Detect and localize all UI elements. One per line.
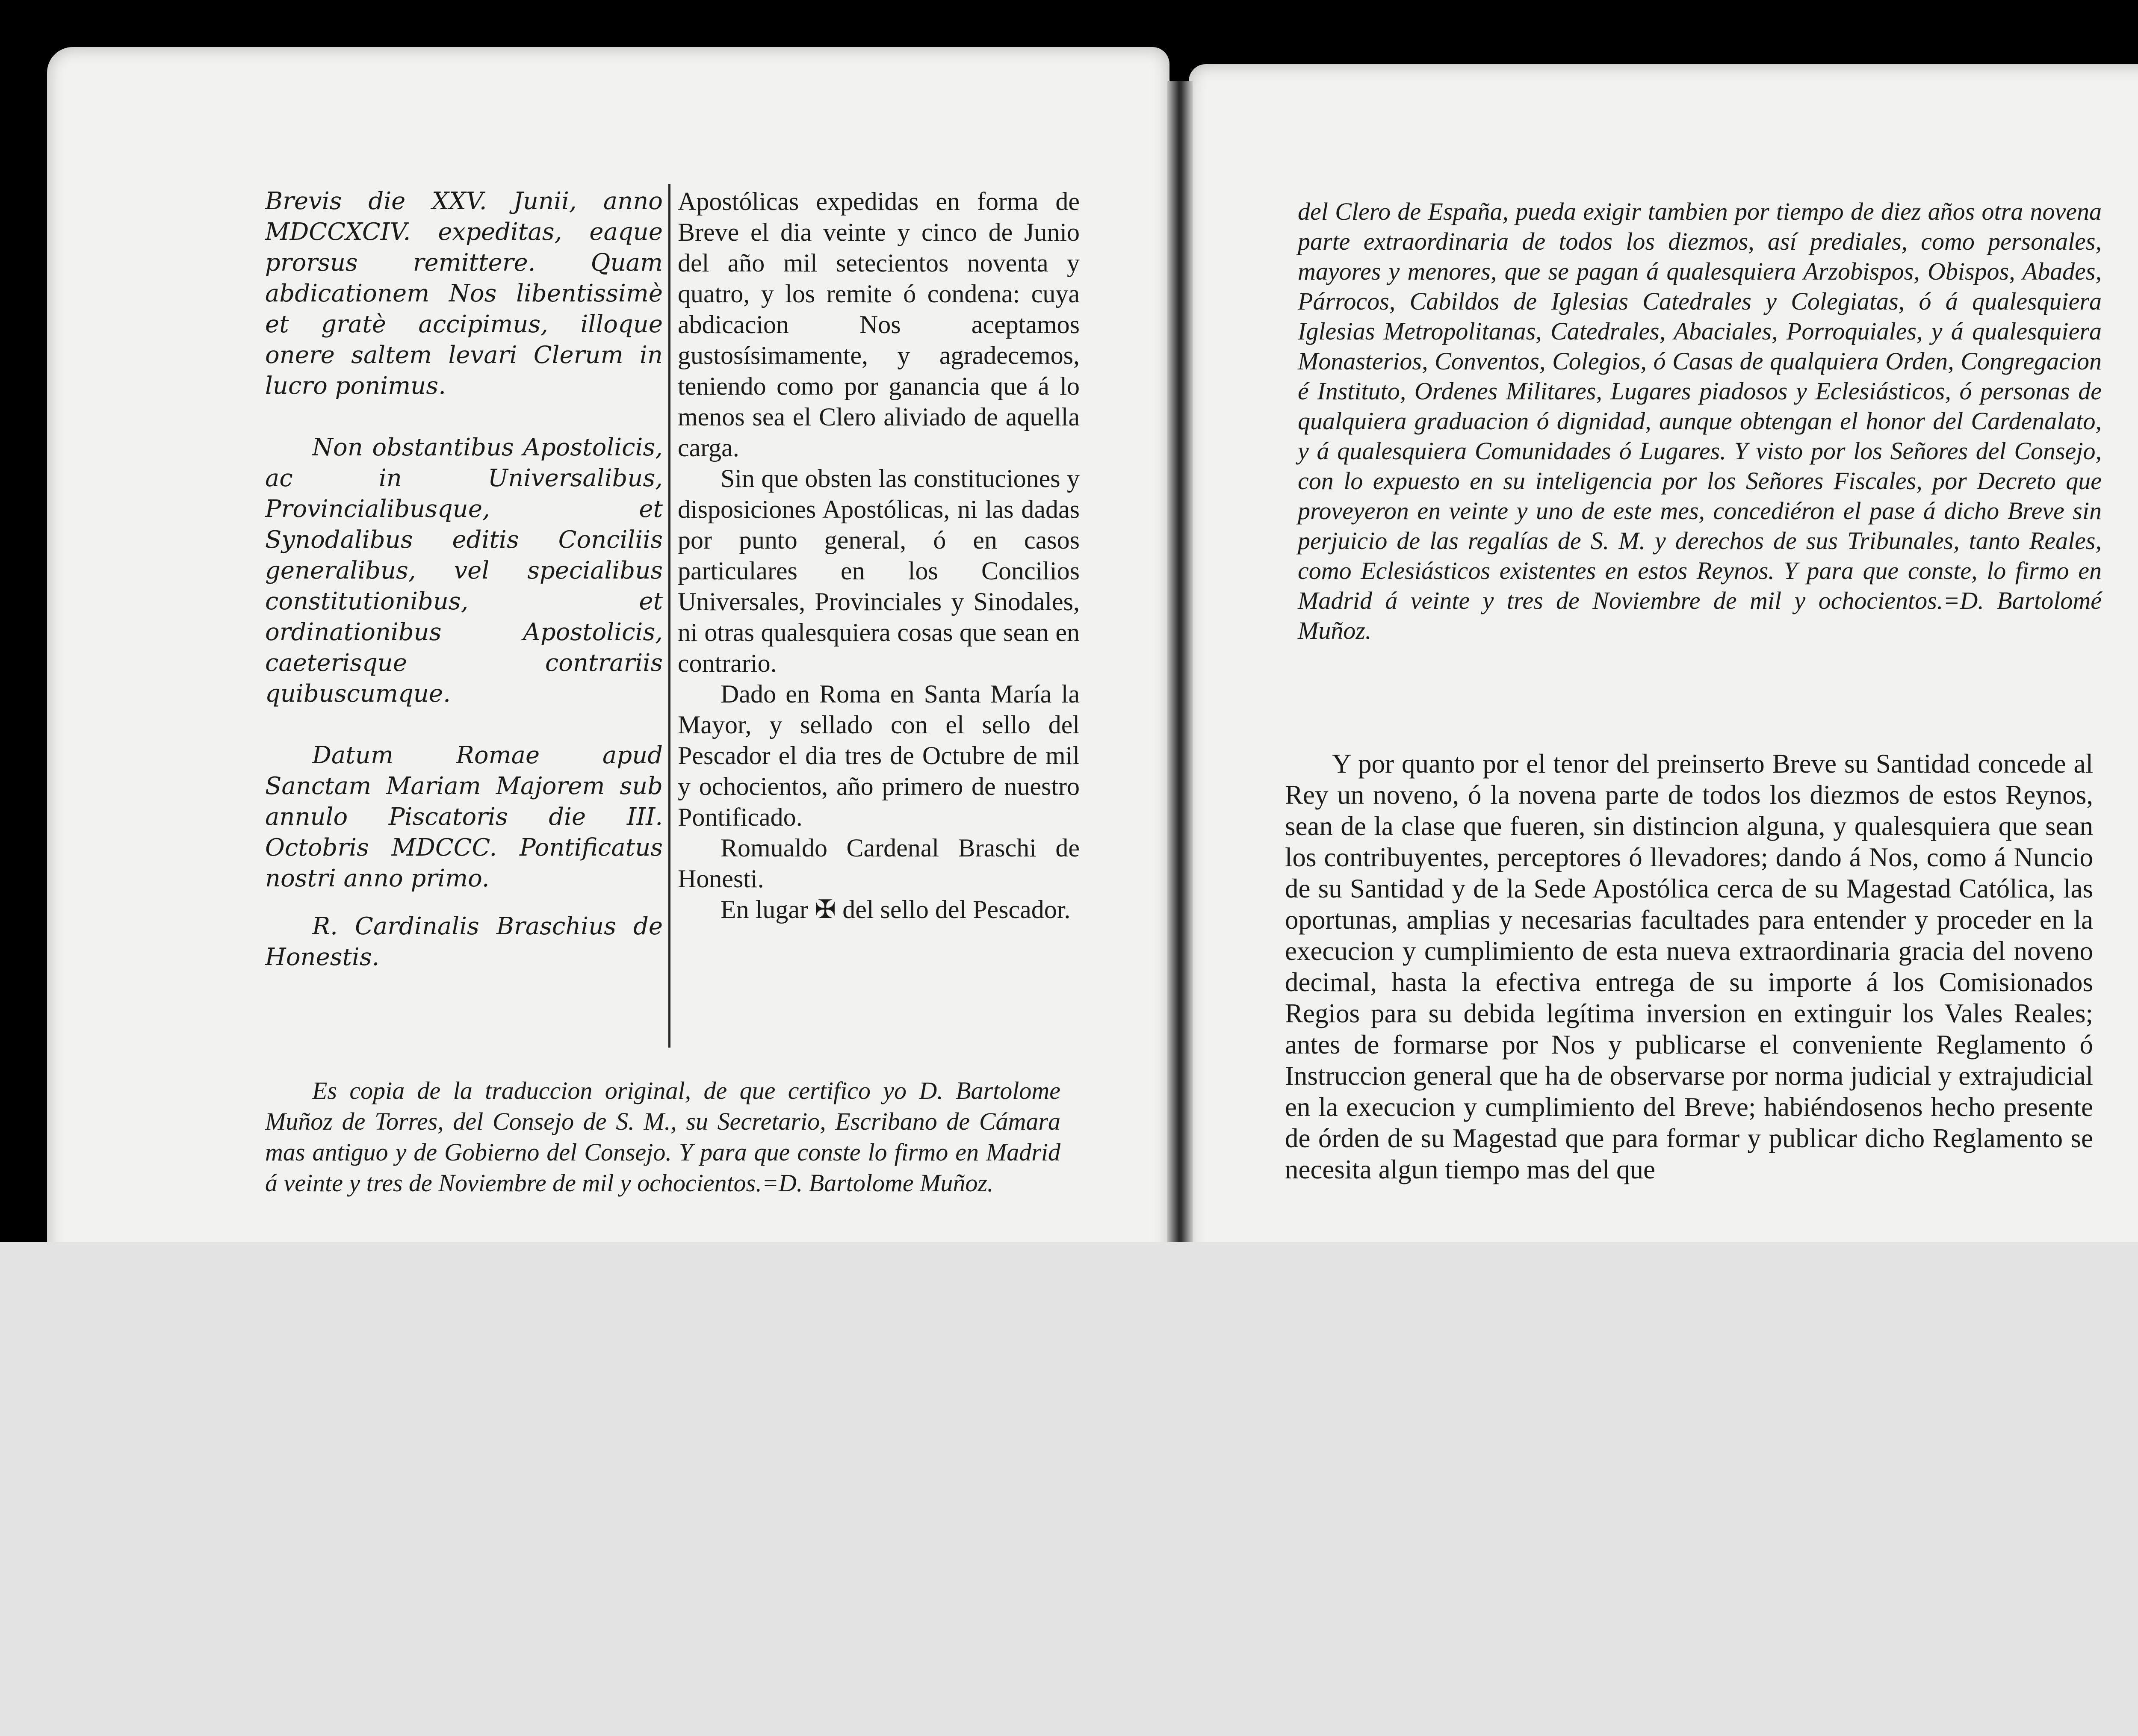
column-divider xyxy=(668,184,670,1048)
seal-note: En lugar ✠ del sello del Pescador. xyxy=(721,895,1071,924)
certification-note xyxy=(265,1075,1060,1199)
body-paragraph: Y por quanto por el tenor del preinserto Breve su Santidad concede al Rey un noveno, ó la novena parte de todos los diezmos de estos Reynos, sean de la clase que fueren, sin distincion alguna, y qualesquiera que sean los contribuyentes, perceptores ó llevadores; dando á Nos, como á Nuncio de su Santidad y de la Sede Apostólica cerca de su Magestad Católica, las oportunas, amplias y necesarias facultades para entender y proceder en la execucion y cumplimiento de esta nueva extraordinaria gracia del noveno decimal, hasta la efectiva entrega de su importe á los Comisionados Regios para su debida legítima inversion en extinguir los Vales Reales; antes de formarse por Nos y publicarse el conveniente Reglamento ó Instruccion general que ha de observarse por norma judicial y extrajudicial en la execucion y cumplimiento del Breve; habiéndosenos hecho presente de órden de su Magestad que para formar y publicar dicho Reglamento se necesita algun tiempo mas del que xyxy=(1285,749,2093,1184)
spanish-column xyxy=(678,186,1080,925)
latin-column xyxy=(265,186,663,973)
spanish-paragraph: Dado en Roma en Santa María la Mayor, y sellado con el sello del Pescador el dia tres de Octubre de mil y ochocientos, año primero de nuestro Pontificado. xyxy=(678,680,1080,831)
spanish-signature: Romualdo Cardenal Braschi de Honesti. xyxy=(678,834,1080,893)
spanish-paragraph: Apostólicas expedidas en forma de Breve el dia veinte y cinco de Junio del año mil setecientos noventa y quatro, y los remite ó condena: cuya abdicacion Nos aceptamos gustosísimamente, y agradecemos, teniendo como por ganancia que á lo menos sea el Clero aliviado de aquella carga. xyxy=(678,187,1080,462)
latin-paragraph: Brevis die XXV. Junii, anno MDCCXCIV. expeditas, eaque prorsus remittere. Quam abdicationem Nos libentissimè et gratè accipimus, illoque onere saltem levari Clerum in lucro ponimus. xyxy=(265,187,663,400)
book-gutter xyxy=(1167,81,1193,1242)
latin-paragraph: Non obstantibus Apostolicis, ac in Universalibus, Provincialibusque, et Synodalibus editis Conciliis generalibus, vel specialibus constitutionibus, et ordinationibus Apostolicis, caeterisque contrariis quibuscumque. xyxy=(265,434,663,708)
spanish-paragraph: Sin que obsten las constituciones y disposiciones Apostólicas, ni las dadas por punto general, ó en casos particulares en los Concilios Universales, Provinciales y Sinodales, ni otras qualesquiera cosas que sean en contrario. xyxy=(678,464,1080,677)
latin-signature: R. Cardinalis Braschius de Honestis. xyxy=(265,912,663,971)
decree-text: del Clero de España, pueda exigir tambien por tiempo de diez años otra novena parte extraordinaria de todos los diezmos, así prediales, como personales, mayores y menores, que se pagan á qualesquiera Arzobispos, Obispos, Abades, Párrocos, Cabildos de Iglesias Catedrales y Colegiatas, ó á qualesquiera Iglesias Metropolitanas, Catedrales, Abaciales, Porroquiales, y á qualesquiera Monasterios, Conventos, Colegios, ó Casas de qualquiera Orden, Congregacion é Instituto, Ordenes Militares, Lugares piadosos y Eclesiásticos, ó personas de qualquiera graduacion ó dignidad, aunque obtengan el honor del Cardenalato, y á qualesquiera Comunidades ó Lugares. Y visto por los Señores del Consejo, con lo expuesto en su inteligencia por los Señores Fiscales, por Decreto que proveyeron en veinte y uno de este mes, concediéron el pase á dicho Breve sin perjuicio de las regalías de S. M. y derechos de sus Tribunales, tanto Reales, como Eclesiásticos existentes en estos Reynos. Y para que conste, lo firmo en Madrid á veinte y tres de Noviembre de mil y ochocientos.=D. Bartolomé Muñoz. xyxy=(1298,198,2102,644)
empty-background xyxy=(0,1242,2138,1736)
certification-text: Es copia de la traduccion original, de que certifico yo D. Bartolome Muñoz de Torres, del Consejo de S. M., su Secretario, Escribano de Cámara mas antiguo y de Gobierno del Consejo. Y para que conste lo firmo en Madrid á veinte y tres de Noviembre de mil y ochocientos.=D. Bartolome Muñoz. xyxy=(265,1077,1060,1197)
right-italic-block xyxy=(1298,197,2102,646)
latin-paragraph: Datum Romae apud Sanctam Mariam Majorem sub annulo Piscatoris die III. Octobris MDCCC. Pontificatus nostri anno primo. xyxy=(265,741,663,892)
right-body-block xyxy=(1285,748,2093,1185)
